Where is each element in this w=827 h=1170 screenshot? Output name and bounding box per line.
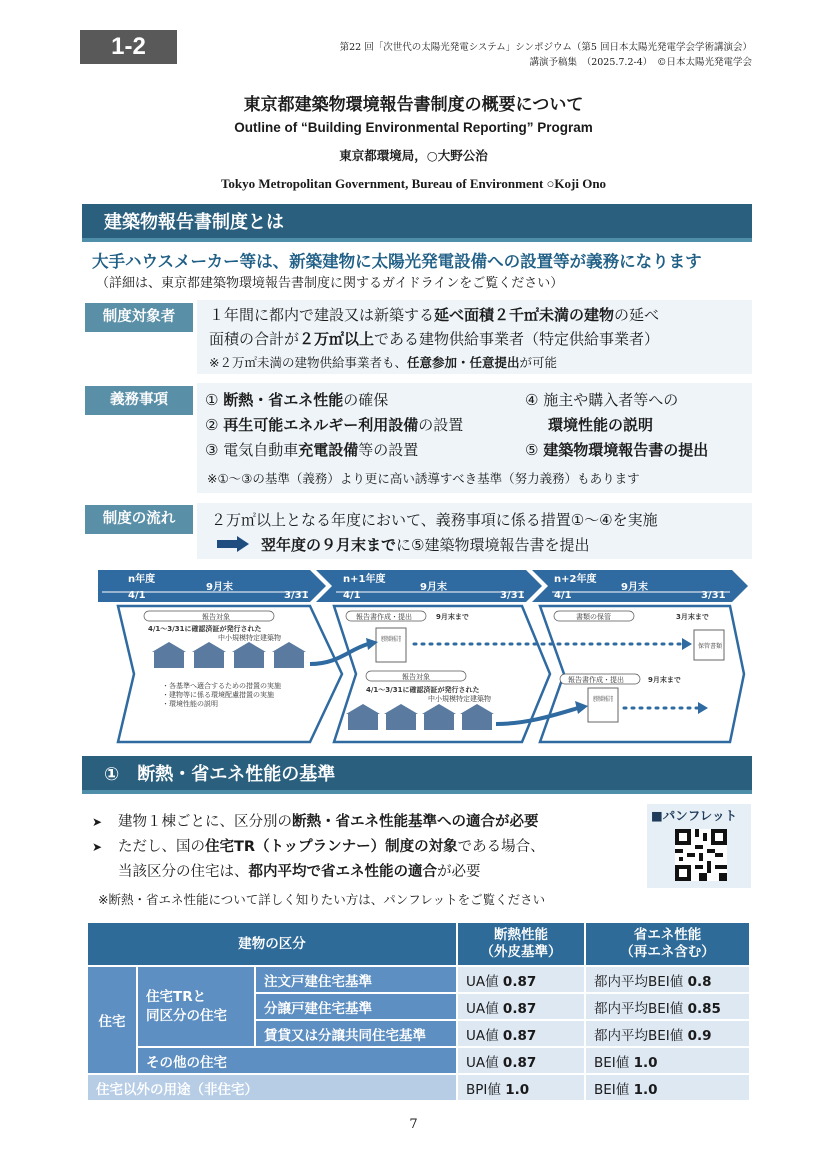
standards-table xyxy=(86,921,751,1102)
bei-cell: 都内平均BEI値 0.8 xyxy=(585,966,750,993)
type-cell: 注文戸建住宅基準 xyxy=(255,966,457,993)
bei-cell: 都内平均BEI値 0.85 xyxy=(585,993,750,1020)
housing-cell: 住宅 xyxy=(87,966,137,1074)
doc-label-2 xyxy=(593,695,613,703)
proceedings-line: 講演予稿集 （2025.7.2-4） ©日本太陽光発電学会 xyxy=(529,57,752,68)
target-line-1: １年間に都内で建設又は新築する延べ面積２千㎡未満の建物の延べ xyxy=(209,306,660,324)
section1-subline: （詳細は、東京都建築物環境報告書制度に関するガイドラインをご覧ください） xyxy=(96,276,564,291)
year-label-n: n年度 xyxy=(128,574,156,585)
doc-label-1 xyxy=(381,635,401,643)
title-en: Outline of “Building Environmental Reporting” Program xyxy=(234,120,593,135)
issued-line-2: 中小規模特定建築物 xyxy=(218,634,281,642)
ua-cell: UA値 0.87 xyxy=(457,1047,585,1074)
page-number: 7 xyxy=(409,1117,418,1132)
flow-box xyxy=(197,503,752,559)
tick-start-n1: 4/1 xyxy=(343,590,361,601)
duties-box xyxy=(197,383,752,493)
bullet-1: ➤ 建物１棟ごとに、区分別の断熱・省エネ性能基準への適合が必要 xyxy=(92,814,539,830)
bei-cell: 都内平均BEI値 0.9 xyxy=(585,1020,750,1047)
storage-label: 書類の保管 xyxy=(576,613,611,621)
duty-3: ③ 電気自動車充電設備等の設置 xyxy=(205,441,419,459)
bullet-2: ➤ ただし、国の住宅TR（トップランナー）制度の対象である場合、 xyxy=(92,839,545,855)
tr-category-cell: 住宅TRと 同区分の住宅 xyxy=(137,966,255,1047)
target-line-2: 面積の合計が２万㎡以上である建物供給事業者（特定供給事業者） xyxy=(209,330,660,348)
bullet-2-cont: 当該区分の住宅は、都内平均で省エネ性能の適合が必要 xyxy=(118,864,481,880)
table-row xyxy=(87,966,750,993)
duty-4: ④ 施主や購入者等への xyxy=(525,391,679,409)
tick-start-n: 4/1 xyxy=(128,590,146,601)
section-badge: 1-2 xyxy=(80,30,177,64)
section1-headline: 大手ハウスメーカー等は、新築建物に太陽光発電設備への設置等が義務になります xyxy=(92,252,702,271)
prep-submit-label-2: 報告書作成・提出 xyxy=(568,676,624,684)
duty-2: ② 再生可能エネルギー利用設備の設置 xyxy=(205,416,464,434)
year-label-n1: n+1年度 xyxy=(343,574,386,585)
issued-line-1b: 4/1～3/31に確認済証が発行された xyxy=(366,686,480,694)
authors-en: Tokyo Metropolitan Government, Bureau of Environment ○Koji Ono xyxy=(220,176,607,191)
arrow-right-icon xyxy=(217,536,249,552)
mar-end-label: 3月末まで xyxy=(676,613,709,621)
duty-1: ① 断熱・省エネ性能の確保 xyxy=(205,391,389,409)
tick-start-n2: 4/1 xyxy=(554,590,572,601)
bei-cell: BEI値 1.0 xyxy=(585,1074,750,1101)
measure-1: ・各基準へ適合するための措置の実施 xyxy=(162,682,281,690)
tick-end-n2: 3/31 xyxy=(701,590,726,601)
tick-mid-n2: 9月末 xyxy=(621,582,648,593)
sep-end-label-2: 9月末まで xyxy=(648,676,681,684)
type-cell-nonres: 住宅以外の用途（非住宅） xyxy=(87,1074,457,1101)
pamphlet-label: ■パンフレット xyxy=(651,808,738,823)
title-ja: 東京都建築物環境報告書制度の概要について xyxy=(243,95,584,115)
storage-doc xyxy=(694,630,724,660)
issued-line-2b: 中小規模特定建築物 xyxy=(428,695,491,703)
section2-note: ※断熱・省エネ性能について詳しく知りたい方は、パンフレットをご覧ください xyxy=(98,892,546,907)
report-doc-2 xyxy=(588,688,618,722)
prep-submit-label-1: 報告書作成・提出 xyxy=(356,613,412,621)
label-target: 制度対象者 xyxy=(85,303,193,332)
ua-cell: UA値 0.87 xyxy=(457,993,585,1020)
type-cell: 賃貸又は分譲共同住宅基準 xyxy=(255,1020,457,1047)
table-row xyxy=(87,1047,750,1074)
tick-mid-n1: 9月末 xyxy=(420,582,447,593)
type-cell-other: その他の住宅 xyxy=(137,1047,457,1074)
header-category: 建物の区分 xyxy=(87,922,457,966)
label-duties: 義務事項 xyxy=(85,386,193,415)
authors-ja: 東京都環境局，○大野公治 xyxy=(339,148,488,163)
report-target-label-2: 報告対象 xyxy=(402,673,430,681)
header-energy: 省エネ性能 （再エネ含む） xyxy=(585,922,750,966)
label-flow: 制度の流れ xyxy=(85,505,193,534)
header-insulation: 断熱性能 （外皮基準） xyxy=(457,922,585,966)
symposium-line: 第22 回「次世代の太陽光発電システム」シンポジウム（第5 回日本太陽光発電学会学術講演会） xyxy=(339,42,752,53)
target-note: ※２万㎡未満の建物供給事業者も、任意参加・任意提出が可能 xyxy=(209,355,558,370)
pamphlet-box xyxy=(647,804,751,888)
sep-end-label-1: 9月末まで xyxy=(436,613,469,621)
bei-cell: BEI値 1.0 xyxy=(585,1047,750,1074)
report-doc-1 xyxy=(376,628,406,662)
flow-line-1: ２万㎡以上となる年度において、義務事項に係る措置①～④を実施 xyxy=(211,511,658,529)
flow-diagram xyxy=(98,570,748,748)
houses-n xyxy=(152,642,306,668)
table-row xyxy=(87,1074,750,1101)
qr-code-icon[interactable] xyxy=(675,829,727,881)
storage-doc-label: 保管書類 xyxy=(698,643,723,650)
type-cell: 分譲戸建住宅基準 xyxy=(255,993,457,1020)
measure-2: ・建物等に係る環境配慮措置の実施 xyxy=(162,691,274,699)
houses-n1 xyxy=(346,704,494,730)
tick-end-n1: 3/31 xyxy=(500,590,525,601)
flow-line-2: 翌年度の９月末までに⑤建築物環境報告書を提出 xyxy=(261,536,590,554)
ua-cell: UA値 0.87 xyxy=(457,966,585,993)
measure-3: ・環境性能の説明 xyxy=(162,700,218,708)
section2-banner: ① 断熱・省エネ性能の基準 xyxy=(82,756,752,794)
target-box xyxy=(197,300,752,374)
ua-cell: UA値 0.87 xyxy=(457,1020,585,1047)
issued-line-1: 4/1～3/31に確認済証が発行された xyxy=(148,625,262,633)
tick-mid-n: 9月末 xyxy=(206,582,233,593)
duties-note: ※①～③の基準（義務）より更に高い誘導すべき基準（努力義務）もあります xyxy=(207,471,640,486)
report-target-label-1: 報告対象 xyxy=(202,613,230,621)
tick-end-n: 3/31 xyxy=(284,590,309,601)
year-label-n2: n+2年度 xyxy=(554,574,597,585)
bpi-cell: BPI値 1.0 xyxy=(457,1074,585,1101)
duty-5: ⑤ 建築物環境報告書の提出 xyxy=(525,441,709,459)
duty-4-cont: 環境性能の説明 xyxy=(548,416,654,434)
section1-banner: 建築物報告書制度とは xyxy=(82,204,752,242)
